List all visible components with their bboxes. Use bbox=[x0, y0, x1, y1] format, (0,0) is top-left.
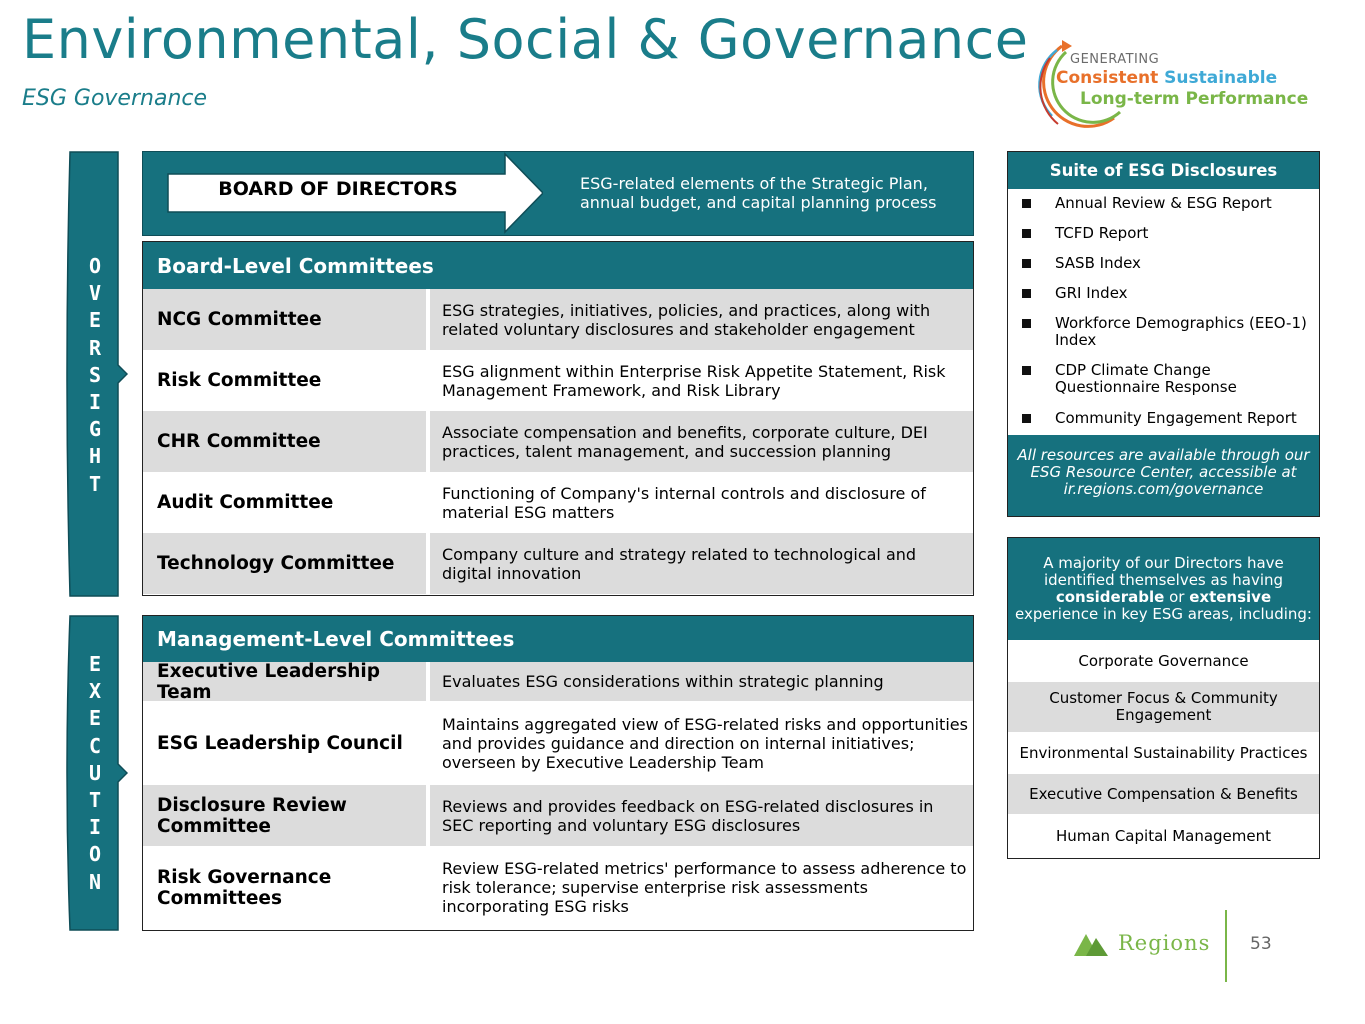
experience-area: Executive Compensation & Benefits bbox=[1008, 774, 1319, 814]
bullet-square-icon bbox=[1022, 259, 1031, 268]
execution-letter: O bbox=[88, 842, 102, 867]
intro-bold-considerable: considerable bbox=[1055, 588, 1165, 606]
disclosure-item-label: CDP Climate Change Questionnaire Response bbox=[1055, 361, 1237, 396]
management-committees-rows bbox=[143, 662, 973, 929]
committee-description: Review ESG-related metrics' performance to assess adherence to risk tolerance; supervise enterprise risk assessments incorporating ESG risks bbox=[442, 859, 967, 916]
disclosure-item-label: Community Engagement Report bbox=[1055, 409, 1297, 427]
committee-description: Functioning of Company's internal controls and disclosure of material ESG matters bbox=[442, 483, 926, 522]
board-of-directors-box bbox=[142, 151, 974, 236]
execution-letter: E bbox=[88, 706, 102, 731]
execution-letter: C bbox=[88, 733, 102, 758]
disclosure-item bbox=[1008, 315, 1319, 362]
committee-name: Technology Committee bbox=[143, 533, 430, 594]
committee-name: ESG Leadership Council bbox=[143, 701, 430, 785]
logo-word-consistent: Consistent bbox=[1056, 68, 1159, 88]
disclosure-item bbox=[1008, 285, 1319, 315]
intro-text-1: A majority of our Directors have identified themselves as having bbox=[1043, 554, 1284, 589]
oversight-letter: V bbox=[88, 281, 102, 306]
committee-description: ESG alignment within Enterprise Risk Appetite Statement, Risk Management Framework, and Risk Library bbox=[442, 361, 946, 400]
committee-row bbox=[143, 662, 973, 701]
oversight-letter: T bbox=[88, 471, 102, 496]
experience-area: Environmental Sustainability Practices bbox=[1019, 743, 1308, 762]
committee-row bbox=[143, 472, 973, 533]
logo-word-sustainable: Sustainable bbox=[1164, 68, 1278, 88]
esg-disclosures-list bbox=[1008, 189, 1319, 440]
execution-letter: E bbox=[88, 652, 102, 676]
disclosure-item-label: Annual Review & ESG Report bbox=[1055, 194, 1272, 212]
regions-pyramid-icon bbox=[1074, 930, 1110, 956]
oversight-letter: O bbox=[88, 254, 102, 278]
directors-experience-panel bbox=[1007, 537, 1320, 859]
intro-bold-extensive: extensive bbox=[1189, 588, 1272, 606]
execution-letter: N bbox=[88, 869, 102, 894]
logo-line-generating: GENERATING bbox=[1070, 52, 1160, 67]
oversight-letter: G bbox=[88, 417, 102, 442]
execution-letter: I bbox=[88, 815, 102, 840]
oversight-label bbox=[80, 253, 110, 498]
execution-letter: T bbox=[88, 788, 102, 813]
committee-name: Disclosure Review Committee bbox=[143, 785, 430, 846]
logo-line-long-term: Long-term Performance bbox=[1080, 89, 1309, 109]
esg-resource-center-note: All resources are available through our ESG Resource Center, accessible at ir.regions.com/governance bbox=[1008, 435, 1319, 516]
directors-experience-intro bbox=[1008, 538, 1319, 640]
intro-or: or bbox=[1169, 588, 1185, 606]
experience-area: Corporate Governance bbox=[1078, 651, 1249, 670]
bullet-square-icon bbox=[1022, 199, 1031, 208]
generating-performance-logo bbox=[1022, 28, 1322, 138]
board-description: ESG-related elements of the Strategic Plan, annual budget, and capital planning process bbox=[580, 174, 937, 212]
disclosure-item-label: SASB Index bbox=[1055, 254, 1141, 272]
execution-letter: U bbox=[88, 760, 102, 785]
committee-description: Company culture and strategy related to technological and digital innovation bbox=[430, 533, 973, 594]
disclosure-item bbox=[1008, 255, 1319, 285]
board-committees-header: Board-Level Committees bbox=[143, 242, 973, 289]
committee-name: Risk Governance Committees bbox=[143, 846, 430, 929]
committee-description: Evaluates ESG considerations within strategic planning bbox=[430, 662, 973, 701]
management-committees-table bbox=[142, 615, 974, 931]
committee-row bbox=[143, 846, 973, 929]
regions-wordmark: Regions bbox=[1118, 931, 1211, 955]
directors-experience-areas bbox=[1008, 640, 1319, 858]
committee-description: ESG strategies, initiatives, policies, and practices, along with related voluntary disclosures and stakeholder engagement bbox=[430, 289, 973, 350]
oversight-letter: I bbox=[88, 390, 102, 415]
committee-name: Risk Committee bbox=[143, 350, 430, 411]
committee-row bbox=[143, 533, 973, 594]
committee-description: Maintains aggregated view of ESG-related risks and opportunities and provides guidance and direction on internal initiatives; overseen by Executive Leadership Team bbox=[442, 714, 968, 772]
oversight-letter: E bbox=[88, 308, 102, 333]
disclosure-item bbox=[1008, 225, 1319, 255]
committee-row bbox=[143, 289, 973, 350]
bullet-square-icon bbox=[1022, 289, 1031, 298]
board-committees-table bbox=[142, 241, 974, 596]
disclosure-item bbox=[1008, 362, 1319, 410]
management-committees-header: Management-Level Committees bbox=[143, 616, 973, 662]
committee-name: Executive Leadership Team bbox=[143, 662, 430, 701]
committee-name: NCG Committee bbox=[143, 289, 430, 350]
page-title: Environmental, Social & Governance bbox=[22, 8, 1029, 71]
esg-disclosures-panel bbox=[1007, 151, 1320, 517]
bullet-square-icon bbox=[1022, 366, 1031, 375]
oversight-letter: R bbox=[88, 335, 102, 360]
disclosure-item-label: TCFD Report bbox=[1055, 224, 1149, 242]
bullet-square-icon bbox=[1022, 229, 1031, 238]
intro-text-2: experience in key ESG areas, including: bbox=[1015, 605, 1312, 623]
committee-row bbox=[143, 350, 973, 411]
disclosure-item-label: GRI Index bbox=[1055, 284, 1128, 302]
bullet-square-icon bbox=[1022, 414, 1031, 423]
committee-name: Audit Committee bbox=[143, 472, 430, 533]
page-subtitle: ESG Governance bbox=[22, 86, 208, 111]
committee-row bbox=[143, 701, 973, 785]
committee-description: Associate compensation and benefits, corporate culture, DEI practices, talent management, and succession planning bbox=[430, 411, 973, 472]
oversight-letter: S bbox=[88, 362, 102, 387]
experience-area: Human Capital Management bbox=[1055, 826, 1272, 845]
disclosure-item bbox=[1008, 195, 1319, 225]
committee-name: CHR Committee bbox=[143, 411, 430, 472]
disclosure-item-label: Workforce Demographics (EEO-1) Index bbox=[1055, 314, 1307, 349]
board-of-directors-label: BOARD OF DIRECTORS bbox=[218, 178, 458, 200]
committee-description: Reviews and provides feedback on ESG-related disclosures in SEC reporting and voluntary ESG disclosures bbox=[430, 785, 973, 846]
execution-letter: X bbox=[88, 679, 102, 704]
committee-row bbox=[143, 785, 973, 846]
page-number: 53 bbox=[1250, 934, 1272, 954]
logo-line-consistent-sustainable bbox=[1056, 68, 1277, 88]
regions-logo bbox=[1074, 928, 1210, 958]
oversight-letter: H bbox=[88, 444, 102, 469]
board-committees-rows bbox=[143, 289, 973, 594]
committee-row bbox=[143, 411, 973, 472]
esg-disclosures-header: Suite of ESG Disclosures bbox=[1008, 152, 1319, 189]
experience-area: Customer Focus & Community Engagement bbox=[1008, 682, 1319, 732]
execution-label bbox=[80, 651, 110, 896]
bullet-square-icon bbox=[1022, 319, 1031, 328]
footer-divider bbox=[1225, 910, 1227, 982]
